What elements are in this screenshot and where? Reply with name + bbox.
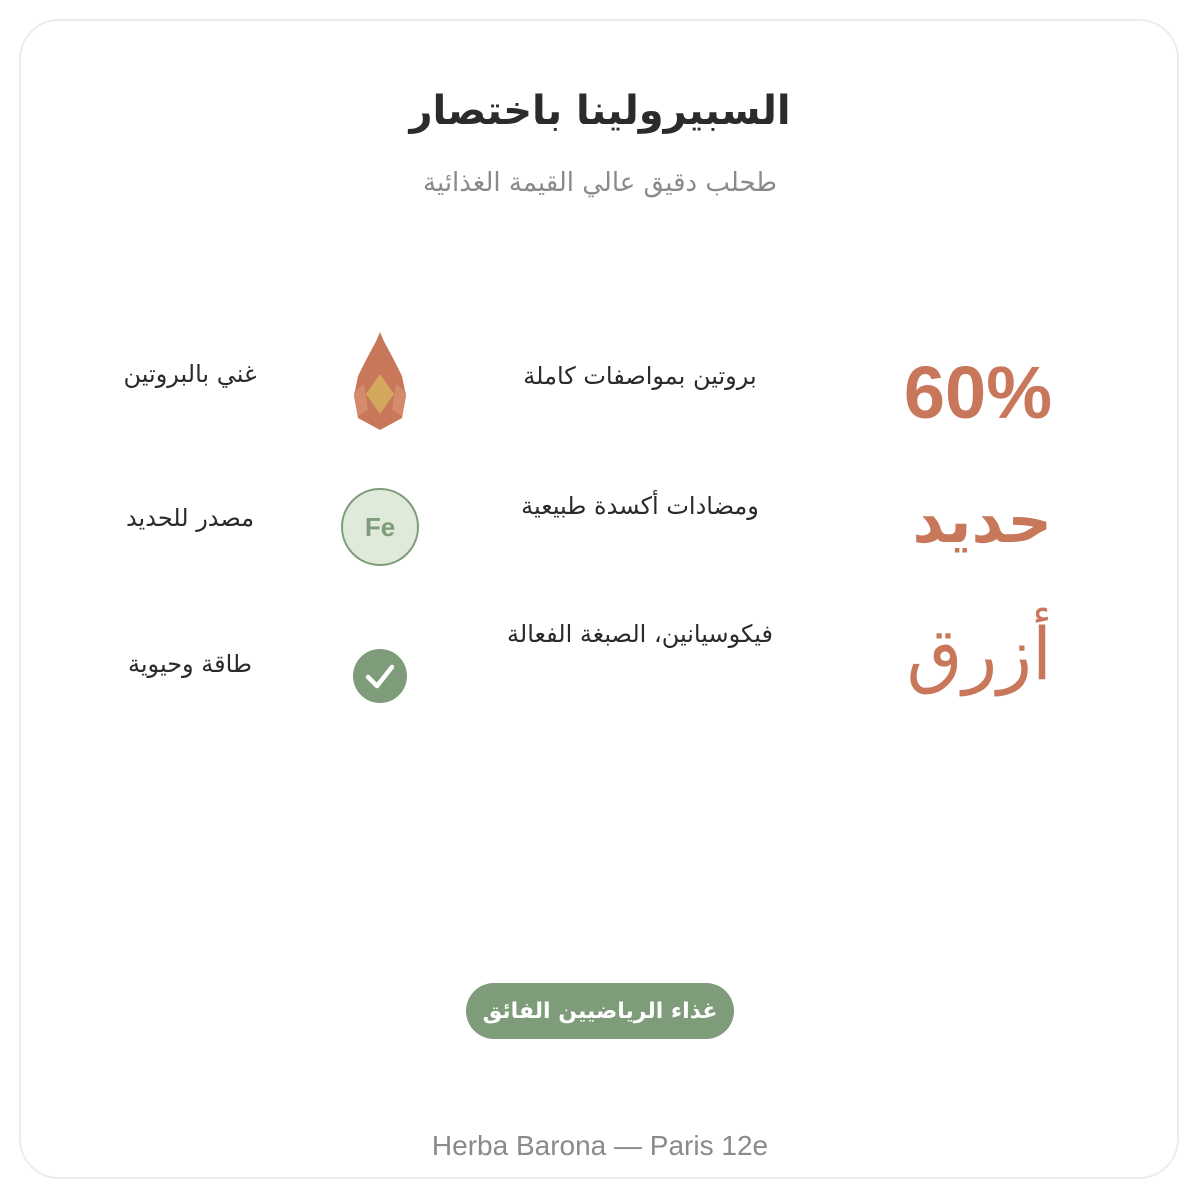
stat-value-iron: حديد [912,484,1052,557]
page-title: السبيرولينا باختصار [409,88,791,134]
athletes-badge [466,983,734,1039]
stat-description-iron: ومضادات أكسدة طبيعية [521,492,759,520]
iron-icon [341,488,419,566]
page-subtitle: طحلب دقيق عالي القيمة الغذائية [423,168,777,198]
iron-symbol: Fe [364,511,396,542]
side-label-iron: مصدر للحديد [125,504,255,532]
stat-description-protein: بروتين بمواصفات كاملة [523,362,757,390]
side-label-protein: غني بالبروتين [123,360,257,388]
footer-text: Herba Barona — Paris 12e [431,1130,769,1161]
stat-value-blue: أزرق [906,612,1052,696]
iron-icon-wrap [330,488,430,566]
athletes-badge-label: غذاء الرياضيين الفائق [482,998,718,1024]
stat-value-protein: 60% [903,351,1052,434]
flame-icon [330,332,430,432]
side-label-energy: طاقة وحيوية [128,650,252,678]
check-circle-icon [330,648,430,704]
stat-description-blue: فيكوسيانين، الصبغة الفعالة [507,620,773,648]
